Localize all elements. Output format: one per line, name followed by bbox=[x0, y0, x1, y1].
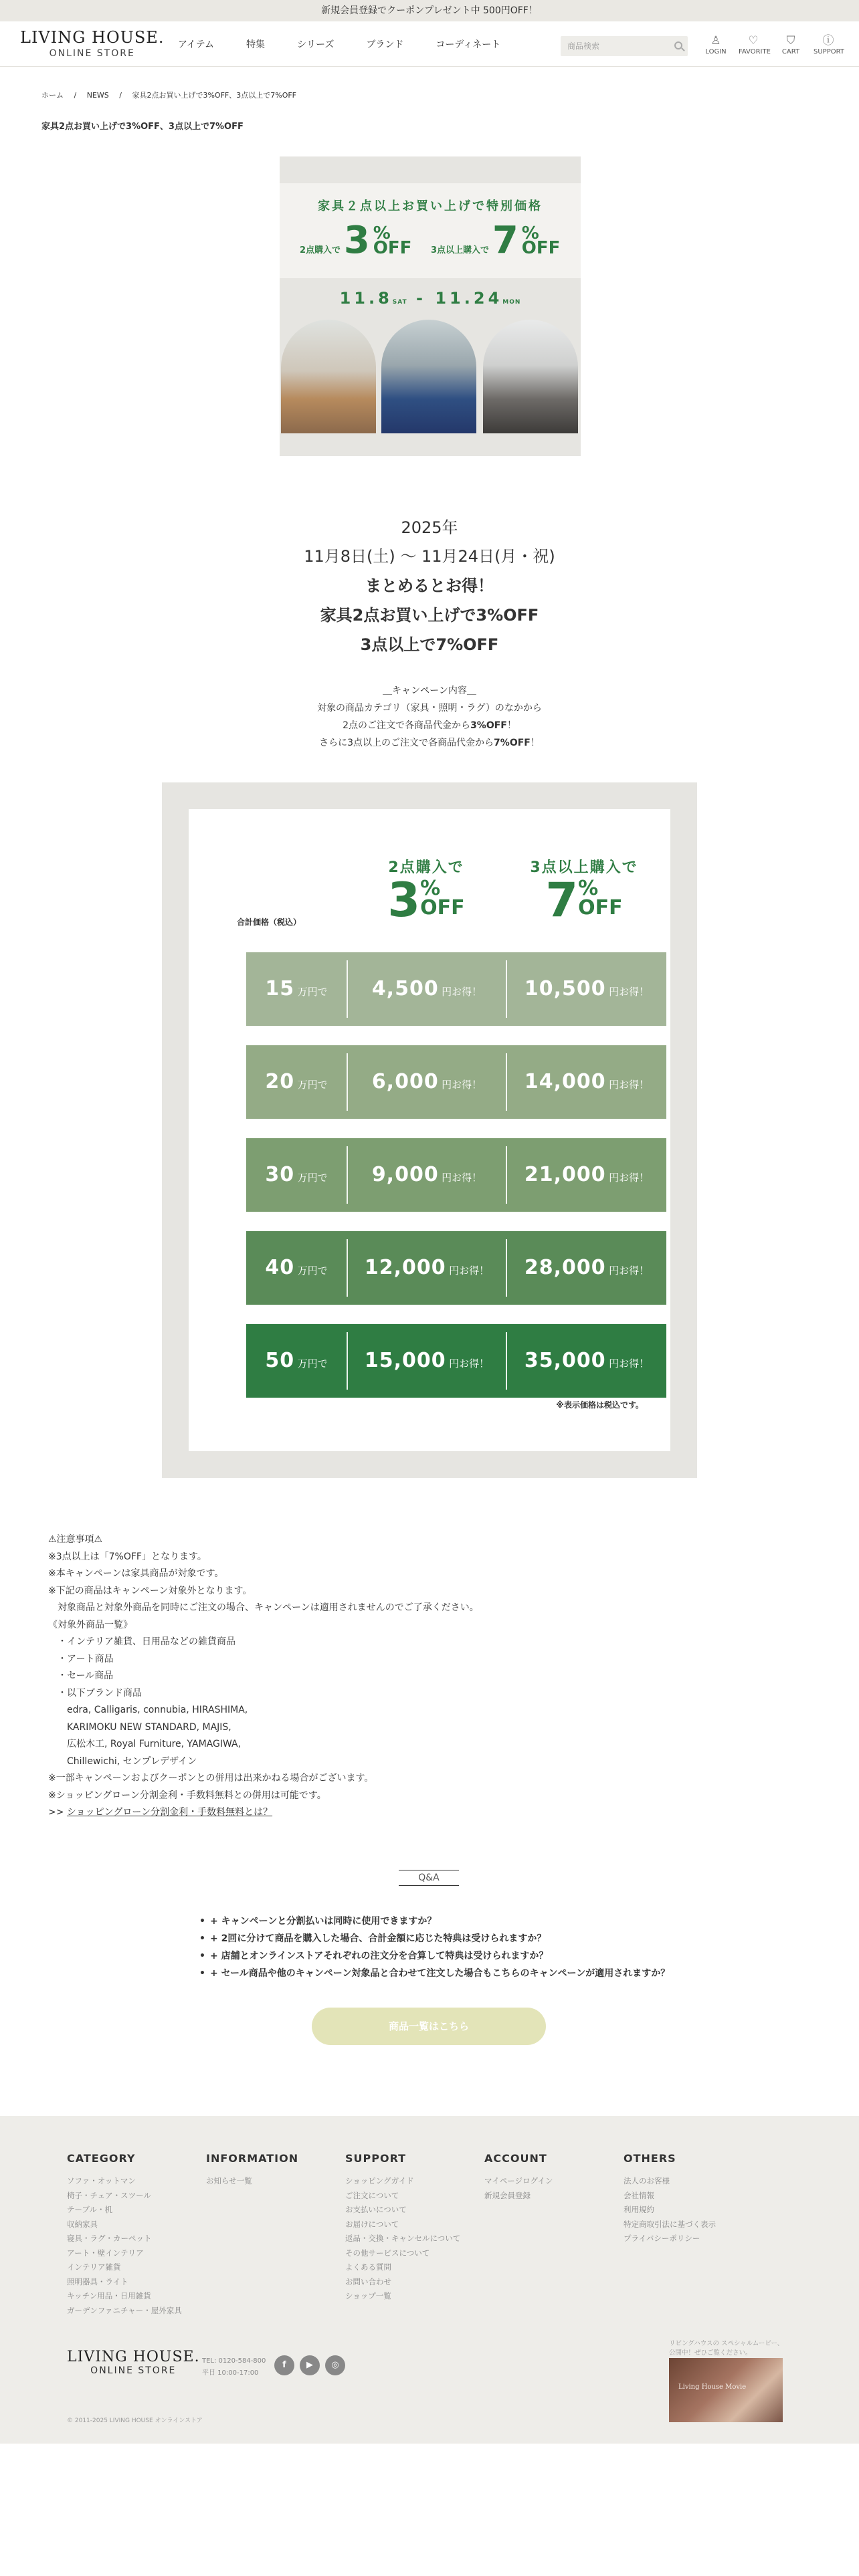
movie-caption: Living House Movie bbox=[678, 2383, 747, 2391]
save-3pct-value: 9,000 bbox=[371, 1163, 439, 1186]
qa-bullet: • bbox=[199, 1933, 205, 1944]
table-row bbox=[246, 1045, 666, 1119]
room-photo-1 bbox=[281, 320, 376, 433]
campaign-dates: 11月8日(土) 〜 11月24日(月・祝) bbox=[304, 547, 555, 566]
desc-line3-a: さらに3点以上のご注文で各商品代金から bbox=[319, 738, 494, 748]
banner-left-pct bbox=[373, 223, 412, 258]
table-row bbox=[246, 1231, 666, 1305]
instagram-icon[interactable]: ◎ bbox=[325, 2355, 345, 2375]
footer-col-account bbox=[484, 2152, 553, 2203]
footer-link[interactable]: お届けについて bbox=[345, 2219, 399, 2229]
footer-logo-line2: ONLINE STORE bbox=[90, 2365, 177, 2376]
row-total-unit: 万円で bbox=[297, 1358, 328, 1370]
save-7pct-value: 10,500 bbox=[524, 977, 606, 1000]
campaign-line2: 家具2点お買い上げで3%OFF bbox=[320, 606, 539, 625]
plus-icon: + bbox=[210, 1916, 218, 1927]
room-photo-3 bbox=[483, 320, 578, 433]
save-3pct-value: 15,000 bbox=[364, 1349, 446, 1372]
cart-label: CART bbox=[781, 48, 800, 56]
search-icon[interactable] bbox=[674, 41, 682, 49]
banner-left-num: 3 bbox=[343, 219, 370, 262]
footer-col-others bbox=[624, 2152, 716, 2246]
footer-contact bbox=[202, 2355, 266, 2379]
discount-table-box bbox=[162, 782, 697, 1478]
support-label: SUPPORT bbox=[814, 48, 844, 56]
site-logo[interactable] bbox=[20, 28, 164, 59]
save-unit: 円お得！ bbox=[609, 1358, 650, 1370]
note-line: ※ショッピングローン分割金利・手数料無料との併用は可能です。 bbox=[48, 1790, 326, 1801]
footer-link[interactable]: 椅子・チェア・スツール bbox=[67, 2190, 151, 2200]
banner-date-end: 11.24 bbox=[435, 289, 503, 308]
campaign-summary bbox=[0, 514, 859, 659]
facebook-icon[interactable]: f bbox=[274, 2355, 294, 2375]
notes bbox=[48, 1531, 479, 1822]
favorite-label: FAVORITE bbox=[739, 48, 771, 56]
desc-line2-a: 2点のご注文で各商品代金から bbox=[343, 720, 471, 731]
qa-list bbox=[199, 1913, 670, 1982]
save-7pct-value: 35,000 bbox=[524, 1349, 606, 1372]
row-save-7pct bbox=[507, 1231, 666, 1305]
note-line: 《対象外商品一覧》 bbox=[48, 1619, 132, 1630]
question-icon: ⓘ bbox=[822, 34, 834, 47]
youtube-icon[interactable]: ▶ bbox=[300, 2355, 320, 2375]
footer-link[interactable]: 収納家具 bbox=[67, 2219, 98, 2229]
qa-bullet: • bbox=[199, 1916, 205, 1927]
desc-line1: 対象の商品カテゴリ（家具・照明・ラグ）のなかから bbox=[317, 703, 542, 714]
qa-bullet: • bbox=[199, 1968, 205, 1979]
footer-link[interactable]: お支払いについて bbox=[345, 2205, 407, 2214]
breadcrumb bbox=[41, 90, 304, 100]
footer-col-title: INFORMATION bbox=[206, 2152, 299, 2165]
note-line: ⚠注意事項⚠ bbox=[48, 1534, 103, 1545]
note-line: 広松木工, Royal Furniture, YAMAGIWA, bbox=[48, 1739, 242, 1749]
nav-item-items[interactable]: アイテム bbox=[178, 39, 215, 50]
link-prefix: >> bbox=[48, 1807, 67, 1818]
page-title: 家具2点お買い上げで3%OFF、3点以上で7%OFF bbox=[41, 122, 244, 132]
nav-item-coordinate[interactable]: コーディネート bbox=[436, 39, 501, 50]
off: OFF bbox=[578, 896, 623, 920]
note-line: Chillewichi, センプレデザイン bbox=[48, 1755, 197, 1767]
banner-right-num: 7 bbox=[492, 219, 518, 262]
col2-title: 2点購入で bbox=[388, 859, 464, 876]
row-total bbox=[246, 1045, 347, 1119]
footer-link[interactable]: お知らせ一覧 bbox=[206, 2176, 252, 2185]
row-total-unit: 万円で bbox=[297, 1172, 328, 1184]
footer-link[interactable]: お問い合わせ bbox=[345, 2276, 391, 2286]
logo-line2: ONLINE STORE bbox=[49, 48, 135, 59]
col3-pct-off bbox=[578, 879, 623, 918]
plus-icon: + bbox=[210, 1968, 218, 1979]
search-input[interactable] bbox=[561, 36, 688, 56]
total-price-label: 合計価格（税込） bbox=[237, 918, 302, 927]
save-unit: 円お得！ bbox=[442, 1172, 482, 1184]
tax-note: ※表示価格は税込です。 bbox=[556, 1400, 644, 1410]
note-line: ・アート商品 bbox=[48, 1653, 114, 1665]
row-save-7pct bbox=[507, 952, 666, 1026]
plus-icon: + bbox=[210, 1951, 218, 1961]
footer-link[interactable]: 会社情報 bbox=[624, 2190, 654, 2200]
main-nav bbox=[178, 37, 500, 51]
col2-pct-off bbox=[420, 879, 465, 918]
breadcrumb-home[interactable]: ホーム bbox=[41, 91, 64, 100]
heart-icon: ♡ bbox=[748, 34, 759, 47]
banner-left-label: 2点購入で bbox=[300, 245, 341, 255]
footer-link[interactable]: テーブル・机 bbox=[67, 2205, 112, 2214]
col2-num: 3 bbox=[387, 873, 421, 928]
banner-offer-3 bbox=[300, 219, 412, 262]
nav-item-brands[interactable]: ブランド bbox=[366, 39, 404, 50]
room-photo-2 bbox=[381, 320, 476, 433]
site-header bbox=[0, 21, 859, 67]
qa-item[interactable] bbox=[199, 1913, 670, 1930]
table-row bbox=[246, 1138, 666, 1212]
footer-col-title: CATEGORY bbox=[67, 2152, 136, 2165]
footer-link[interactable]: ショッピングガイド bbox=[345, 2176, 414, 2185]
footer-link[interactable]: プライバシーポリシー bbox=[624, 2234, 700, 2243]
row-total-unit: 万円で bbox=[297, 1079, 328, 1091]
row-total bbox=[246, 952, 347, 1026]
logo-line1: LIVING HOUSE. bbox=[20, 28, 165, 47]
row-save-7pct bbox=[507, 1324, 666, 1398]
login-button[interactable] bbox=[701, 33, 731, 56]
footer-col-title: ACCOUNT bbox=[484, 2152, 547, 2165]
save-unit: 円お得！ bbox=[449, 1358, 490, 1370]
footer-link[interactable]: 返品・交換・キャンセルについて bbox=[345, 2234, 461, 2243]
footer-link[interactable]: アート・壁インテリア bbox=[67, 2248, 144, 2258]
announcement-bar[interactable] bbox=[0, 0, 859, 21]
col3-num: 7 bbox=[545, 873, 579, 928]
off: OFF bbox=[521, 238, 561, 258]
save-unit: 円お得！ bbox=[442, 1079, 482, 1091]
cart-icon: ⛉ bbox=[786, 34, 795, 47]
off: OFF bbox=[373, 238, 412, 258]
save-7pct-value: 14,000 bbox=[524, 1070, 606, 1093]
campaign-line1: まとめるとお得！ bbox=[365, 576, 494, 595]
sns-links bbox=[274, 2355, 345, 2375]
nav-item-features[interactable]: 特集 bbox=[246, 39, 266, 50]
footer-col-title: SUPPORT bbox=[345, 2152, 407, 2165]
row-total-unit: 万円で bbox=[297, 1265, 328, 1277]
footer-link[interactable]: 新規会員登録 bbox=[484, 2190, 531, 2200]
note-line: ・インテリア雑貨、日用品などの雑貨商品 bbox=[48, 1636, 235, 1647]
qa-bullet: • bbox=[199, 1951, 205, 1961]
banner-date-sep: - bbox=[416, 289, 426, 308]
header-icons bbox=[701, 33, 843, 56]
col3-title: 3点以上購入で bbox=[530, 859, 638, 876]
note-line: ※3点以上は「7%OFF」となります。 bbox=[48, 1551, 207, 1562]
breadcrumb-current: 家具2点お買い上げで3%OFF、3点以上で7%OFF bbox=[132, 91, 297, 100]
qa-item[interactable] bbox=[199, 1930, 670, 1947]
row-total-value: 20 bbox=[265, 1070, 295, 1093]
loan-link[interactable]: ショッピングローン分割金利・手数料無料とは？ bbox=[66, 1807, 273, 1818]
banner-offer-7 bbox=[431, 219, 561, 262]
footer-link[interactable]: よくある質問 bbox=[345, 2262, 391, 2272]
row-total bbox=[246, 1231, 347, 1305]
banner-dates bbox=[280, 289, 581, 308]
row-save-3pct bbox=[348, 1231, 506, 1305]
banner-date-start-day: SAT bbox=[392, 299, 407, 306]
qa-question: 店舗とオンラインストアそれぞれの注文分を合算して特典は受けられますか？ bbox=[221, 1951, 549, 1961]
row-total-value: 40 bbox=[265, 1256, 295, 1279]
qa-question: セール商品や他のキャンペーン対象品と合わせて注文した場合もこちらのキャンペーンが適用されますか？ bbox=[221, 1968, 670, 1979]
notes-list bbox=[48, 1531, 479, 1804]
qa-question: キャンペーンと分割払いは同時に使用できますか？ bbox=[221, 1916, 437, 1927]
footer-col-information bbox=[206, 2152, 298, 2189]
footer-link[interactable]: ご注文について bbox=[345, 2190, 399, 2200]
row-save-3pct bbox=[348, 1045, 506, 1119]
desc-line2-b: 3%OFF bbox=[470, 720, 507, 731]
pct: % bbox=[521, 223, 539, 243]
campaign-banner bbox=[280, 156, 581, 456]
save-unit: 円お得！ bbox=[609, 1265, 650, 1277]
footer-link[interactable]: 法人のお客様 bbox=[624, 2176, 670, 2185]
banner-headline: 家具２点以上お買い上げで特別価格 bbox=[318, 199, 543, 213]
col-header-7pct bbox=[500, 856, 668, 928]
note-line: ※下記の商品はキャンペーン対象外となります。 bbox=[48, 1585, 252, 1596]
save-unit: 円お得！ bbox=[449, 1265, 490, 1277]
qa-heading: Q&A bbox=[399, 1870, 459, 1886]
copyright: © 2011-2025 LIVING HOUSE オンラインストア bbox=[67, 2418, 203, 2424]
off: OFF bbox=[420, 896, 465, 920]
row-total-unit: 万円で bbox=[297, 986, 328, 998]
footer-link[interactable]: 寝具・ラグ・カーペット bbox=[67, 2234, 152, 2243]
footer-link[interactable]: ソファ・オットマン bbox=[67, 2176, 136, 2185]
note-line: ・以下ブランド商品 bbox=[48, 1687, 142, 1699]
row-total bbox=[246, 1324, 347, 1398]
campaign-year: 2025年 bbox=[401, 518, 458, 537]
footer-link[interactable]: その他サービスについて bbox=[345, 2248, 430, 2258]
desc-line3 bbox=[0, 734, 859, 752]
ad-text2: 公開中！ぜひご覧ください。 bbox=[669, 2349, 752, 2357]
table-row bbox=[246, 1324, 666, 1398]
footer-movie-thumbnail[interactable] bbox=[669, 2358, 783, 2422]
footer-hours: 平日 10:00-17:00 bbox=[202, 2369, 259, 2377]
ad-text1: リビングハウスの スペシャルムービー、 bbox=[669, 2340, 784, 2347]
row-save-7pct bbox=[507, 1045, 666, 1119]
announcement-text[interactable]: 新規会員登録でクーポンプレゼント中 500円OFF！ bbox=[321, 5, 538, 16]
save-unit: 円お得！ bbox=[442, 986, 482, 998]
banner-date-end-day: MON bbox=[502, 299, 521, 306]
footer-link[interactable]: 特定商取引法に基づく表示 bbox=[624, 2219, 716, 2229]
footer-logo[interactable] bbox=[67, 2349, 200, 2376]
support-button[interactable] bbox=[814, 33, 843, 56]
table-row bbox=[246, 952, 666, 1026]
desc-line2-c: ！ bbox=[506, 720, 516, 731]
save-7pct-value: 21,000 bbox=[524, 1163, 606, 1186]
banner-date-start: 11.8 bbox=[339, 289, 393, 308]
footer-link[interactable]: ガーデンファニチャー・屋外家具 bbox=[67, 2305, 182, 2315]
footer-link[interactable]: インテリア雑貨 bbox=[67, 2262, 121, 2272]
desc-title: ＿キャンペーン内容＿ bbox=[383, 685, 476, 696]
campaign-description bbox=[0, 682, 859, 752]
note-line: ※本キャンペーンは家具商品が対象です。 bbox=[48, 1568, 224, 1579]
pct: % bbox=[578, 877, 599, 900]
footer-link[interactable]: 照明器具・ライト bbox=[67, 2276, 128, 2286]
note-line: KARIMOKU NEW STANDARD, MAJIS, bbox=[48, 1721, 231, 1733]
footer-link[interactable]: ショップ一覧 bbox=[345, 2291, 391, 2300]
note-line: ・セール商品 bbox=[48, 1671, 114, 1681]
row-total-value: 30 bbox=[265, 1163, 295, 1186]
save-unit: 円お得！ bbox=[609, 1079, 650, 1091]
row-save-3pct bbox=[348, 1324, 506, 1398]
nav-item-series[interactable]: シリーズ bbox=[297, 39, 335, 50]
banner-right-pct bbox=[521, 223, 561, 258]
footer-col-category bbox=[67, 2152, 182, 2318]
save-unit: 円お得！ bbox=[609, 986, 650, 998]
note-line: 対象商品と対象外商品を同時にご注文の場合、キャンペーンは適用されませんのでご了承ください。 bbox=[48, 1602, 479, 1613]
row-total-value: 50 bbox=[265, 1349, 295, 1372]
save-3pct-value: 4,500 bbox=[371, 977, 439, 1000]
row-save-3pct bbox=[348, 952, 506, 1026]
qa-item[interactable] bbox=[199, 1947, 670, 1965]
footer-col-support bbox=[345, 2152, 460, 2304]
footer-link[interactable]: 利用規約 bbox=[624, 2205, 654, 2214]
desc-line3-c: ！ bbox=[530, 738, 540, 748]
footer-col-title: OTHERS bbox=[624, 2152, 676, 2165]
banner-right-label: 3点以上購入で bbox=[431, 245, 490, 255]
site-footer bbox=[0, 2116, 859, 2444]
row-save-7pct bbox=[507, 1138, 666, 1212]
cart-button[interactable] bbox=[776, 33, 805, 56]
plus-icon: + bbox=[210, 1933, 218, 1944]
save-unit: 円お得！ bbox=[609, 1172, 650, 1184]
user-icon: ♙ bbox=[710, 34, 721, 47]
footer-link[interactable]: マイページログイン bbox=[484, 2176, 553, 2185]
favorite-button[interactable] bbox=[739, 33, 771, 56]
footer-ad-text bbox=[669, 2339, 789, 2358]
breadcrumb-sep: / bbox=[119, 91, 122, 100]
qa-question: 2回に分けて商品を購入した場合、合計金額に応じた特典は受けられますか？ bbox=[221, 1933, 547, 1944]
row-save-3pct bbox=[348, 1138, 506, 1212]
qa-item[interactable] bbox=[199, 1965, 670, 1982]
desc-line3-b: 7%OFF bbox=[494, 738, 531, 748]
save-3pct-value: 12,000 bbox=[364, 1256, 446, 1279]
row-total bbox=[246, 1138, 347, 1212]
footer-logo-line1: LIVING HOUSE. bbox=[67, 2349, 200, 2365]
discount-table bbox=[189, 809, 670, 1451]
col-header-3pct bbox=[349, 856, 503, 928]
login-label: LOGIN bbox=[705, 48, 727, 56]
footer-link[interactable]: キッチン用品・日用雑貨 bbox=[67, 2291, 151, 2300]
search-placeholder: 商品検索 bbox=[567, 41, 600, 51]
save-7pct-value: 28,000 bbox=[524, 1256, 606, 1279]
row-total-value: 15 bbox=[265, 977, 295, 1000]
pct: % bbox=[373, 223, 391, 243]
campaign-line3: 3点以上で7%OFF bbox=[360, 635, 499, 654]
product-list-button[interactable]: 商品一覧はこちら bbox=[312, 2008, 546, 2045]
footer-tel: TEL: 0120-584-800 bbox=[202, 2357, 266, 2365]
note-line: edra, Calligaris, connubia, HIRASHIMA, bbox=[48, 1705, 248, 1715]
loan-link-line bbox=[48, 1804, 479, 1822]
breadcrumb-sep: / bbox=[74, 91, 77, 100]
pct: % bbox=[420, 877, 441, 900]
breadcrumb-news[interactable]: NEWS bbox=[86, 91, 109, 100]
note-line: ※一部キャンペーンおよびクーポンとの併用は出来かねる場合がございます。 bbox=[48, 1773, 374, 1784]
desc-line2 bbox=[0, 717, 859, 734]
save-3pct-value: 6,000 bbox=[371, 1070, 439, 1093]
